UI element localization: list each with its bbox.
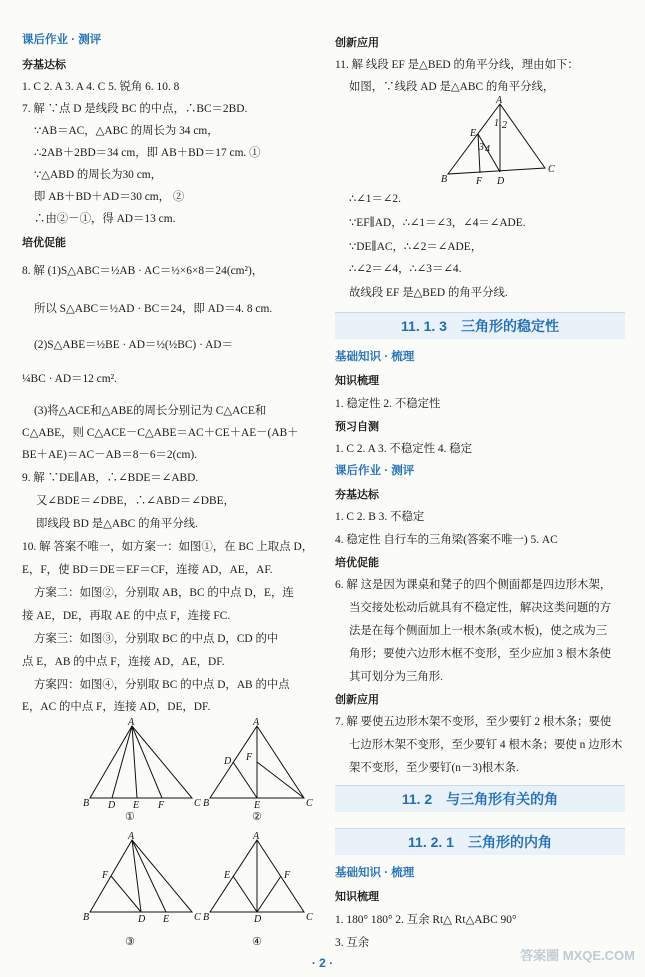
section-title: 基础知识 · 梳理 <box>335 867 415 879</box>
subsection-title: 知识梳理 <box>335 891 379 903</box>
answer-line: 10. 解 答案不唯一，如方案一：如图①，在 BC 上取点 D， <box>22 541 314 553</box>
svg-text:E: E <box>224 870 231 881</box>
figure-label: ② <box>252 811 262 823</box>
subsection-title: 预习自测 <box>335 421 379 433</box>
answer-line: 即 AB＋BD＋AD＝30 cm， ② <box>34 191 185 203</box>
answer-line: 角形；要使六边形木框不变形，至少应加 3 根木条使 <box>349 648 611 660</box>
answer-line: 接 AE，DE，再取 AE 的中点 F，连接 FC. <box>22 610 231 622</box>
svg-text:F: F <box>102 870 109 881</box>
answer-line: 其可划分为三角形. <box>349 671 443 683</box>
answer-line: 如图，∵线段 AD 是△ABC 的角平分线， <box>349 81 555 93</box>
svg-text:D: D <box>224 756 232 767</box>
chapter-heading: 11. 2 与三角形有关的角 <box>335 785 625 812</box>
watermark: 答案圈 MXQE.COM <box>520 948 635 963</box>
chapter-heading: 11. 2. 1 三角形的内角 <box>335 828 625 855</box>
svg-text:C: C <box>306 912 313 923</box>
triangle-figure-4 <box>202 831 313 925</box>
svg-text:A: A <box>128 717 135 728</box>
answer-line: ∵△ABD 的周长为30 cm， <box>34 169 163 181</box>
section-title: 课后作业 · 测评 <box>22 34 102 46</box>
figure-label: ① <box>125 811 135 823</box>
answer-line: 6. 解 这是因为课桌和凳子的四个侧面都是四边形木架， <box>335 579 612 591</box>
svg-text:D: D <box>138 914 146 925</box>
svg-text:A: A <box>128 831 135 842</box>
answer-line: 架不变形，至少要钉(n－3)根木条. <box>349 762 519 774</box>
answer-line: ∴2AB＋2BD＝34 cm，即 AB＋BD＝17 cm. ① <box>34 147 261 159</box>
subsection-title: 夯基达标 <box>335 489 379 501</box>
answer-line: 7. 解 ∵点 D 是线段 BC 的中点，∴BC＝2BD. <box>22 103 248 115</box>
answer-line: 8. 解 (1)S△ABC＝½AB · AC＝½×6×8＝24(cm²)， <box>22 265 264 277</box>
svg-text:1: 1 <box>494 118 499 129</box>
answer-line: 方案四：如图④，分别取 BC 的中点 D，AB 的中点 <box>34 679 290 691</box>
answer-line: 1. C 2. A 3. 不稳定性 4. 稳定 <box>335 443 473 455</box>
answer-line: 7. 解 要使五边形木架不变形，至少要钉 2 根木条；要使 <box>335 716 612 728</box>
svg-text:B: B <box>83 798 90 809</box>
answer-line: 又∠BDE＝∠DBE，∴∠ABD＝∠DBE， <box>36 495 235 507</box>
svg-text:E: E <box>163 914 170 925</box>
triangle-figure-3 <box>82 831 212 925</box>
page-number: · 2 · <box>311 956 334 970</box>
answer-line: 1. 稳定性 2. 不稳定性 <box>335 398 441 410</box>
answer-line: ∵EF∥AD，∴∠1＝∠3，∠4＝∠ADE. <box>349 217 526 229</box>
svg-text:B: B <box>441 174 448 185</box>
answer-line: 11. 解 线段 EF 是△BED 的角平分线，理由如下： <box>335 59 579 71</box>
section-title: 课后作业 · 测评 <box>335 465 415 477</box>
svg-text:3: 3 <box>479 142 484 153</box>
svg-text:4: 4 <box>485 144 490 155</box>
subsection-title: 创新应用 <box>335 694 379 706</box>
answer-line: 1. 180° 180° 2. 互余 Rt△ Rt△ABC 90° <box>335 914 517 926</box>
answer-line: 即线段 BD 是△ABC 的角平分线. <box>36 518 198 530</box>
answer-line: 法是在每个侧面加上一根木条(或木板)，使之成为三 <box>349 625 608 637</box>
chapter-heading: 11. 1. 3 三角形的稳定性 <box>335 312 625 339</box>
svg-text:A: A <box>253 717 260 728</box>
svg-text:C: C <box>194 912 201 923</box>
svg-text:A: A <box>253 831 260 842</box>
answer-line: E，AC 的中点 F，连接 AD，DE，DF. <box>22 701 211 713</box>
svg-text:B: B <box>203 798 210 809</box>
svg-text:E: E <box>470 128 477 139</box>
answer-line: BE＋AE)＝AC－AB＝8－6＝2(cm). <box>22 449 197 461</box>
answer-line: ∵AB＝AC，△ABC 的周长为 34 cm， <box>34 125 219 137</box>
answer-line: 所以 S△ABC＝½AD · BC＝24，即 AD＝4. 8 cm. <box>34 303 273 315</box>
answer-line: 3. 互余 <box>335 937 370 949</box>
answer-line: (2)S△ABE＝½BE · AD＝½(½BC) · AD＝ <box>34 339 233 351</box>
answer-line: E，F，使 BD＝DE＝EF＝CF，连接 AD，AE，AF. <box>22 564 273 576</box>
answer-line: 1. C 2. A 3. A 4. C 5. 锐角 6. 10. 8 <box>22 81 180 93</box>
figure-label: ④ <box>252 936 262 948</box>
answer-line: 方案二：如图②，分别取 AB，BC 的中点 D，E，连 <box>34 587 294 599</box>
answer-line: ∵DE∥AC，∴∠2＝∠ADE， <box>349 241 483 253</box>
answer-line: (3)将△ACE和△ABE的周长分别记为 C△ACE和 <box>34 405 267 417</box>
answer-line: ∴∠1＝∠2. <box>349 193 401 205</box>
subsection-title: 培优促能 <box>335 557 379 569</box>
answer-line: 方案三：如图③，分别取 BC 的中点 D，CD 的中 <box>34 633 279 645</box>
angle-bisector-figure <box>440 95 560 188</box>
svg-text:F: F <box>246 752 253 763</box>
svg-text:F: F <box>284 870 291 881</box>
svg-text:D: D <box>108 800 116 811</box>
svg-text:B: B <box>83 912 90 923</box>
figure-label: ③ <box>125 936 135 948</box>
svg-text:F: F <box>476 176 483 187</box>
section-title: 基础知识 · 梳理 <box>335 351 415 363</box>
answer-line: 1. C 2. B 3. 不稳定 <box>335 511 425 523</box>
svg-text:D: D <box>254 914 262 925</box>
answer-line: 点 E，AB 的中点 F，连接 AD，AE，DF. <box>22 656 225 668</box>
answer-line: 故线段 EF 是△BED 的角平分线. <box>349 287 508 299</box>
subsection-title: 创新应用 <box>335 37 379 49</box>
answer-line: 9. 解 ∵DE∥AB，∴∠BDE＝∠ABD. <box>22 472 199 484</box>
answer-line: 4. 稳定性 自行车的三角梁(答案不唯一) 5. AC <box>335 534 558 546</box>
svg-text:C: C <box>306 798 313 809</box>
svg-text:C: C <box>194 798 201 809</box>
svg-text:F: F <box>158 800 165 811</box>
answer-line: ¼BC · AD＝12 cm². <box>22 373 117 385</box>
answer-line: ∴由②－①，得 AD＝13 cm. <box>34 213 176 225</box>
triangle-figure-1 <box>82 717 212 811</box>
answer-line: ∴∠2＝∠4，∴∠3＝∠4. <box>349 263 462 275</box>
svg-text:B: B <box>203 912 210 923</box>
svg-text:E: E <box>254 800 261 811</box>
answer-line: C△ABE，则 C△ACE－C△ABE＝AC＋CE＋AE－(AB＋ <box>22 427 299 439</box>
subsection-title: 培优促能 <box>22 237 66 249</box>
svg-text:2: 2 <box>502 120 507 131</box>
svg-text:C: C <box>548 164 555 175</box>
triangle-figure-2 <box>202 717 313 811</box>
svg-text:A: A <box>496 95 503 106</box>
subsection-title: 知识梳理 <box>335 375 379 387</box>
answer-line: 七边形木架不变形，至少要钉 4 根木条；要使 n 边形木 <box>349 739 623 751</box>
answer-line: 当交接处松动后就具有不稳定性，解决这类问题的方 <box>349 602 611 614</box>
subsection-title: 夯基达标 <box>22 59 66 71</box>
svg-text:D: D <box>497 176 505 187</box>
svg-text:E: E <box>133 800 140 811</box>
